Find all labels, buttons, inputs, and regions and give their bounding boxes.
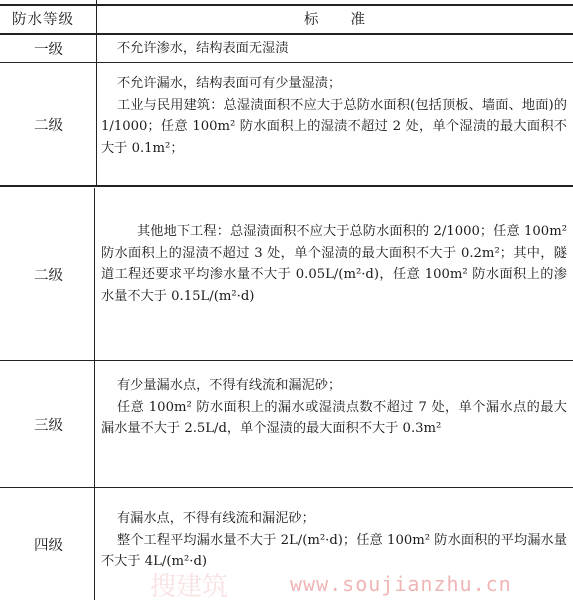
row-level: 二级 <box>34 267 63 284</box>
row-level: 三级 <box>34 417 63 434</box>
standard-paragraph: 不允许漏水，结构表面可有少量湿渍； <box>117 76 342 91</box>
row-standard <box>101 73 567 159</box>
row-standard <box>101 375 567 440</box>
row-standard <box>101 38 567 60</box>
standard-paragraph: 其他地下工程：总湿渍面积不应大于总防水面积的 2/1000；任意 100m² 防水面积上的湿渍不超过 3 处，单个湿渍的最大面积不大于 0.2m²；其中，隧道工程还要求平均渗水量不大于 0.05L/(m²·d)，任意 100m² 防水面积上的渗水量不大于 0.15L/(m²·d) <box>101 224 567 304</box>
row-standard <box>101 508 567 573</box>
row-level: 二级 <box>34 117 63 134</box>
standard-paragraph: 工业与民用建筑：总湿渍面积不应大于总防水面积(包括顶板、墙面、地面)的 1/1000；任意 100m² 防水面积上的湿渍不超过 2 处，单个湿渍的最大面积不大于 0.1m²； <box>101 97 567 156</box>
header-standard: 标 准 <box>304 12 366 28</box>
row-level: 一级 <box>34 42 63 58</box>
standard-paragraph: 有漏水点，不得有线流和漏泥砂； <box>117 511 315 526</box>
row-divider <box>0 185 573 187</box>
standard-paragraph: 不允许渗水，结构表面无湿渍 <box>117 41 289 56</box>
row-level: 四级 <box>34 537 63 554</box>
header-level: 防水等级 <box>12 12 74 28</box>
watermark-text-cn: 搜建筑 <box>150 572 229 602</box>
standard-paragraph: 任意 100m² 防水面积上的漏水或湿渍点数不超过 7 处，单个漏水点的最大漏水量不大于 2.5L/d，单个湿渍的最大面积不大于 0.3m² <box>101 399 567 436</box>
standard-paragraph: 有少量漏水点，不得有线流和漏泥砂； <box>117 378 342 393</box>
table-top-border <box>0 4 573 6</box>
watermark-url: www.soujianzhu.cn <box>290 572 512 596</box>
standard-paragraph: 整个工程平均漏水量不大于 2L/(m²·d)；任意 100m² 防水面积的平均漏水量不大于 4L/(m²·d) <box>101 532 567 569</box>
row-standard <box>101 221 567 307</box>
